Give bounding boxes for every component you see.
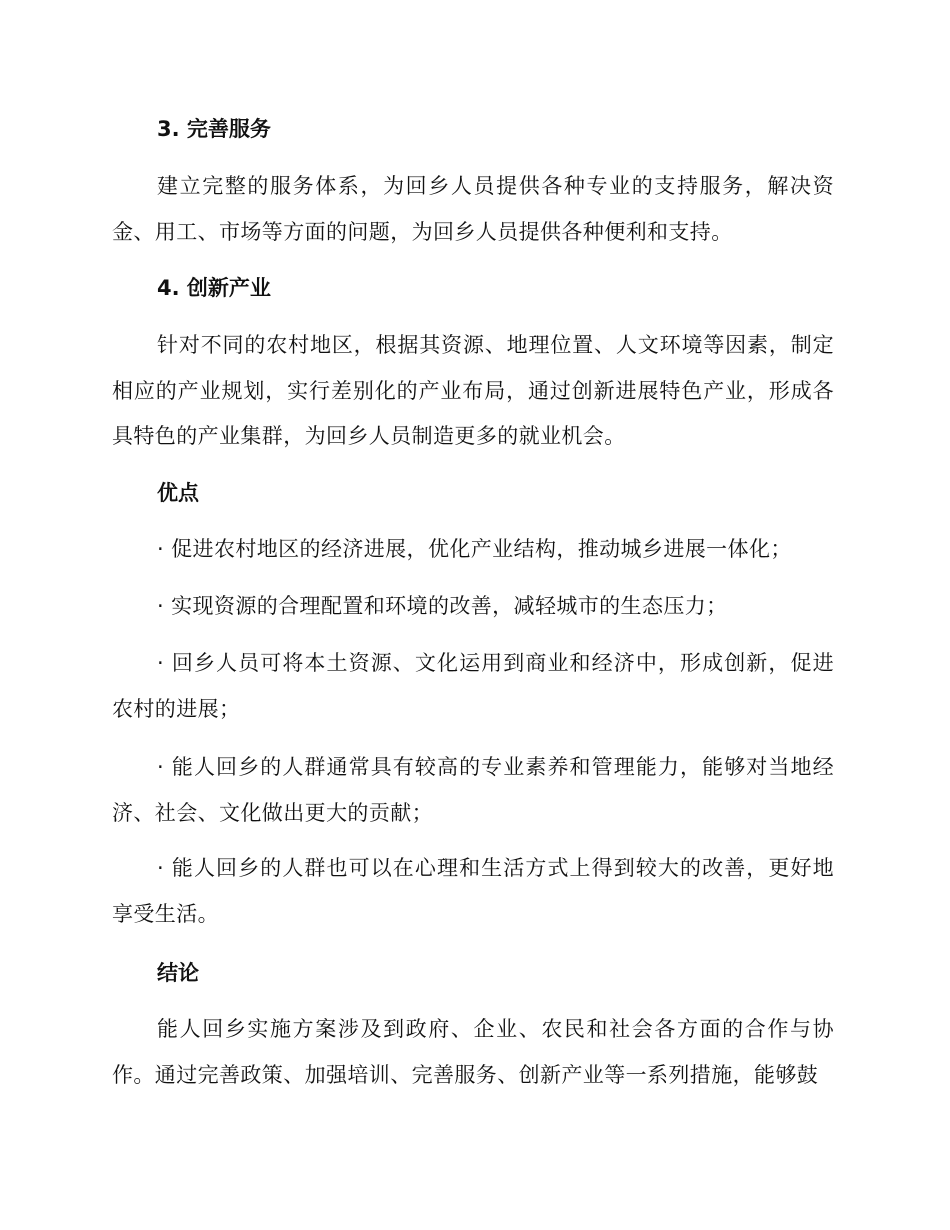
section-4-paragraph: 针对不同的农村地区，根据其资源、地理位置、人文环境等因素，制定相应的产业规划，实行差别化的产业布局，通过创新进展特色产业，形成各具特色的产业集群，为回乡人员制造更多的就业机会。 <box>112 333 834 448</box>
conclusion-heading: 结论 <box>157 961 199 985</box>
advantage-item-2: · 实现资源的合理配置和环境的改善，减轻城市的生态压力； <box>157 594 728 618</box>
advantage-item-4: · 能人回乡的人群通常具有较高的专业素养和管理能力，能够对当地经济、社会、文化做出更大的贡献； <box>112 755 834 825</box>
section-4-heading: 4. 创新产业 <box>157 276 271 300</box>
advantage-item-3: · 回乡人员可将本土资源、文化运用到商业和经济中，形成创新，促进农村的进展； <box>112 651 834 721</box>
advantages-heading: 优点 <box>157 481 199 505</box>
section-3-heading: 3. 完善服务 <box>157 117 271 141</box>
advantage-item-5: · 能人回乡的人群也可以在心理和生活方式上得到较大的改善，更好地享受生活。 <box>112 856 834 926</box>
advantage-item-1: · 促进农村地区的经济进展，优化产业结构，推动城乡进展一体化； <box>157 537 792 561</box>
conclusion-paragraph: 能人回乡实施方案涉及到政府、企业、农民和社会各方面的合作与协作。通过完善政策、加强培训、完善服务、创新产业等一系列措施，能够鼓 <box>112 1017 834 1087</box>
section-3-paragraph: 建立完整的服务体系，为回乡人员提供各种专业的支持服务，解决资金、用工、市场等方面的问题，为回乡人员提供各种便利和支持。 <box>112 174 834 244</box>
